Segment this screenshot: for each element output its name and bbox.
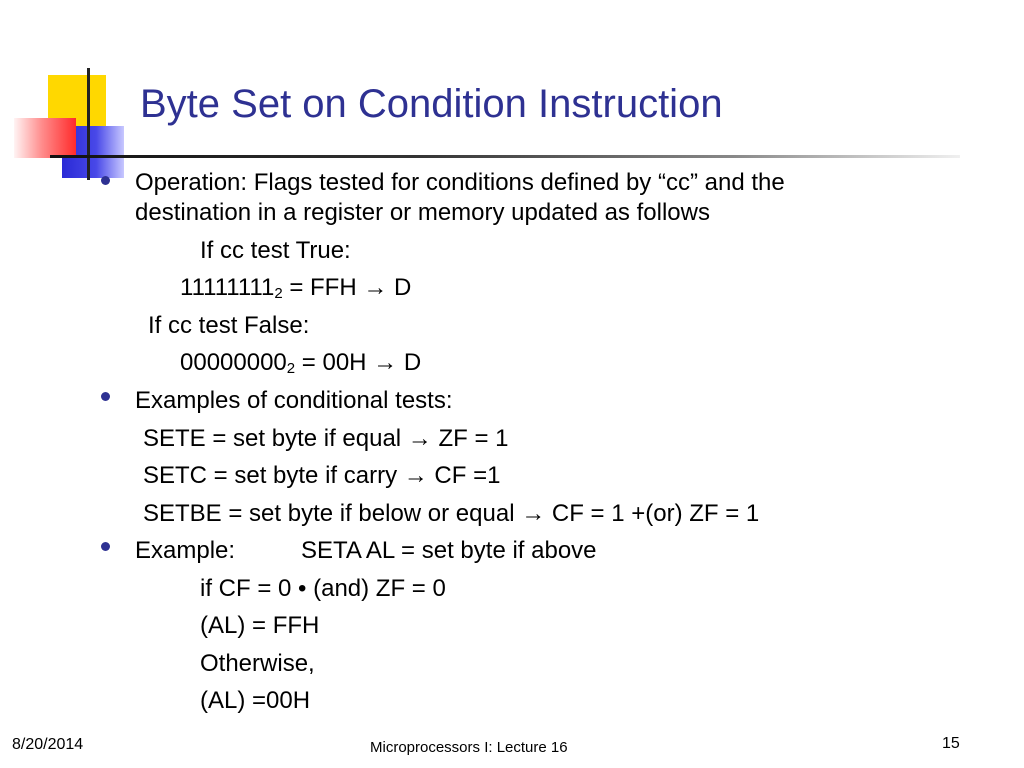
- example-instruction: SETA AL = set byte if above: [301, 537, 597, 564]
- footer-date: 8/20/2014: [12, 736, 84, 753]
- example-sete: SETE = set byte if equal → ZF = 1: [143, 425, 509, 452]
- if-true-label: If cc test True:: [200, 237, 351, 264]
- if-false-label: If cc test False:: [148, 312, 310, 339]
- example-condition: if CF = 0 • (and) ZF = 0: [200, 575, 446, 602]
- bullet-dot: [101, 176, 110, 185]
- example-label: Example:: [135, 537, 236, 564]
- example-setc: SETC = set byte if carry → CF =1: [143, 462, 501, 489]
- example-then: (AL) = FFH: [200, 612, 320, 639]
- false-value: $00000000_2 = 00H \to D$: [180, 349, 422, 377]
- examples-heading: Examples of conditional tests:: [135, 387, 453, 414]
- decor-vertical-line: [87, 68, 90, 180]
- title-underline: [50, 155, 960, 158]
- example-else: (AL) =00H: [200, 687, 311, 714]
- true-value: $11111111_2$ = FFH → D: [180, 274, 412, 302]
- decor-red-square: [14, 118, 76, 158]
- footer-course: Microprocessors I: Lecture 16: [370, 739, 568, 756]
- example-otherwise: Otherwise,: [200, 650, 315, 677]
- bullet-dot: [101, 542, 110, 551]
- operation-line-2: destination in a register or memory updated as follows: [135, 199, 710, 226]
- page-number: 15: [942, 735, 960, 752]
- bullet-dot: [101, 392, 110, 401]
- slide-title: Byte Set on Condition Instruction: [140, 82, 723, 126]
- operation-line-1: Operation: Flags tested for conditions defined by “cc” and the: [135, 169, 785, 196]
- example-setbe: SETBE = set byte if below or equal → CF = 1 +(or) ZF = 1: [143, 500, 760, 527]
